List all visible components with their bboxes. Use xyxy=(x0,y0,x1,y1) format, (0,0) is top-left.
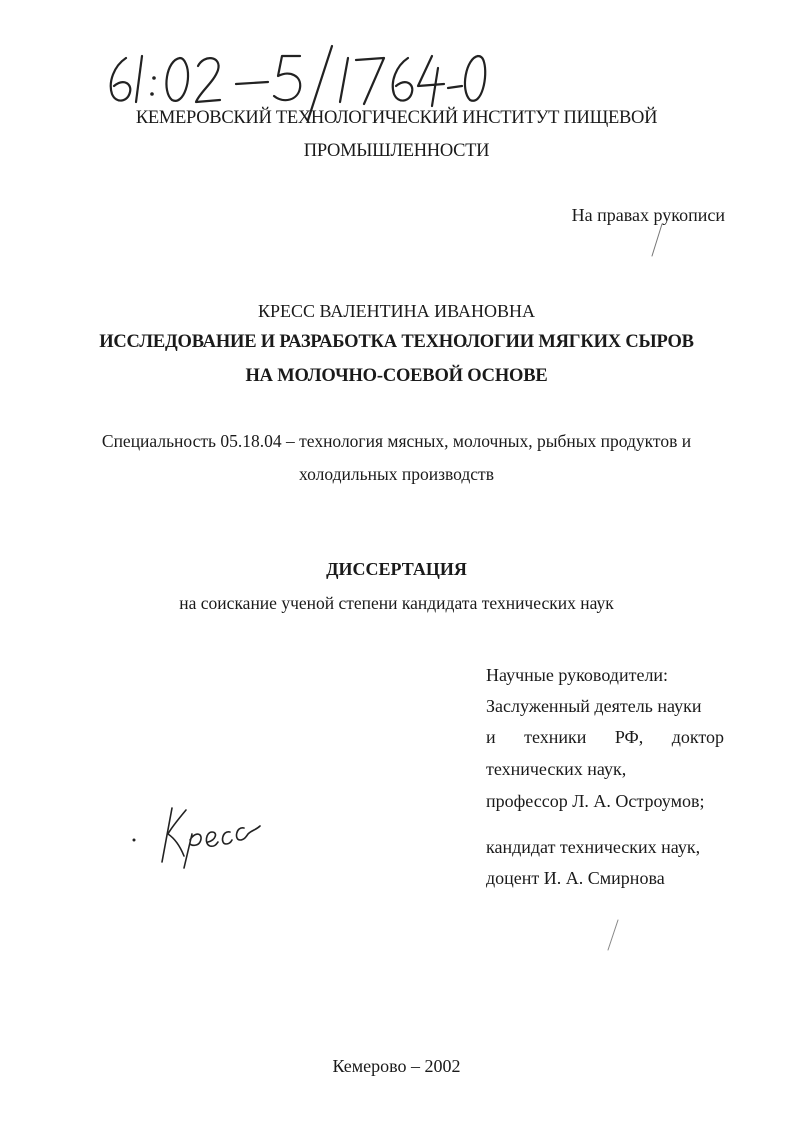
specialty-line-1: Специальность 05.18.04 – технология мясных, молочных, рыбных продуктов и xyxy=(101,431,692,451)
manuscript-note: На правах рукописи xyxy=(571,205,725,225)
supervisor-2-line-2: доцент И. А. Смирнова xyxy=(486,868,665,888)
supervisor-1-line-2 xyxy=(486,726,724,748)
supervisors-heading: Научные руководители: xyxy=(486,665,669,685)
supervisor-2-line-1: кандидат технических наук, xyxy=(486,837,701,857)
specialty-line-2: холодильных производств xyxy=(299,464,494,484)
author-signature xyxy=(128,800,268,870)
supervisor-1-line-4: профессор Л. А. Остроумов; xyxy=(486,791,705,811)
work-type: ДИССЕРТАЦИЯ xyxy=(326,559,467,579)
supervisor-1-line-2-word: РФ, xyxy=(614,727,644,747)
degree-line: на соискание ученой степени кандидата технических наук xyxy=(179,593,614,613)
dissertation-title-line-1: ИССЛЕДОВАНИЕ И РАЗРАБОТКА ТЕХНОЛОГИИ МЯГКИХ СЫРОВ xyxy=(99,332,694,352)
supervisor-1-line-2-word: и xyxy=(486,727,496,747)
author-name: КРЕСС ВАЛЕНТИНА ИВАНОВНА xyxy=(258,301,535,321)
pen-mark xyxy=(600,918,624,952)
dissertation-title-line-2: НА МОЛОЧНО-СОЕВОЙ ОСНОВЕ xyxy=(245,366,548,386)
supervisor-1-line-3: технических наук, xyxy=(486,759,627,779)
supervisor-1-line-2-word: техники xyxy=(524,727,587,747)
supervisors-block xyxy=(486,664,724,894)
institution-line-1: КЕМЕРОВСКИЙ ТЕХНОЛОГИЧЕСКИЙ ИНСТИТУТ ПИЩЕВОЙ xyxy=(135,108,658,128)
institution-line-2: ПРОМЫШЛЕННОСТИ xyxy=(303,141,490,161)
pen-mark xyxy=(648,222,668,258)
supervisor-1-line-2-word: доктор xyxy=(671,727,724,747)
supervisor-1-line-1: Заслуженный деятель науки xyxy=(486,696,702,716)
place-and-year: Кемерово – 2002 xyxy=(332,1056,461,1076)
